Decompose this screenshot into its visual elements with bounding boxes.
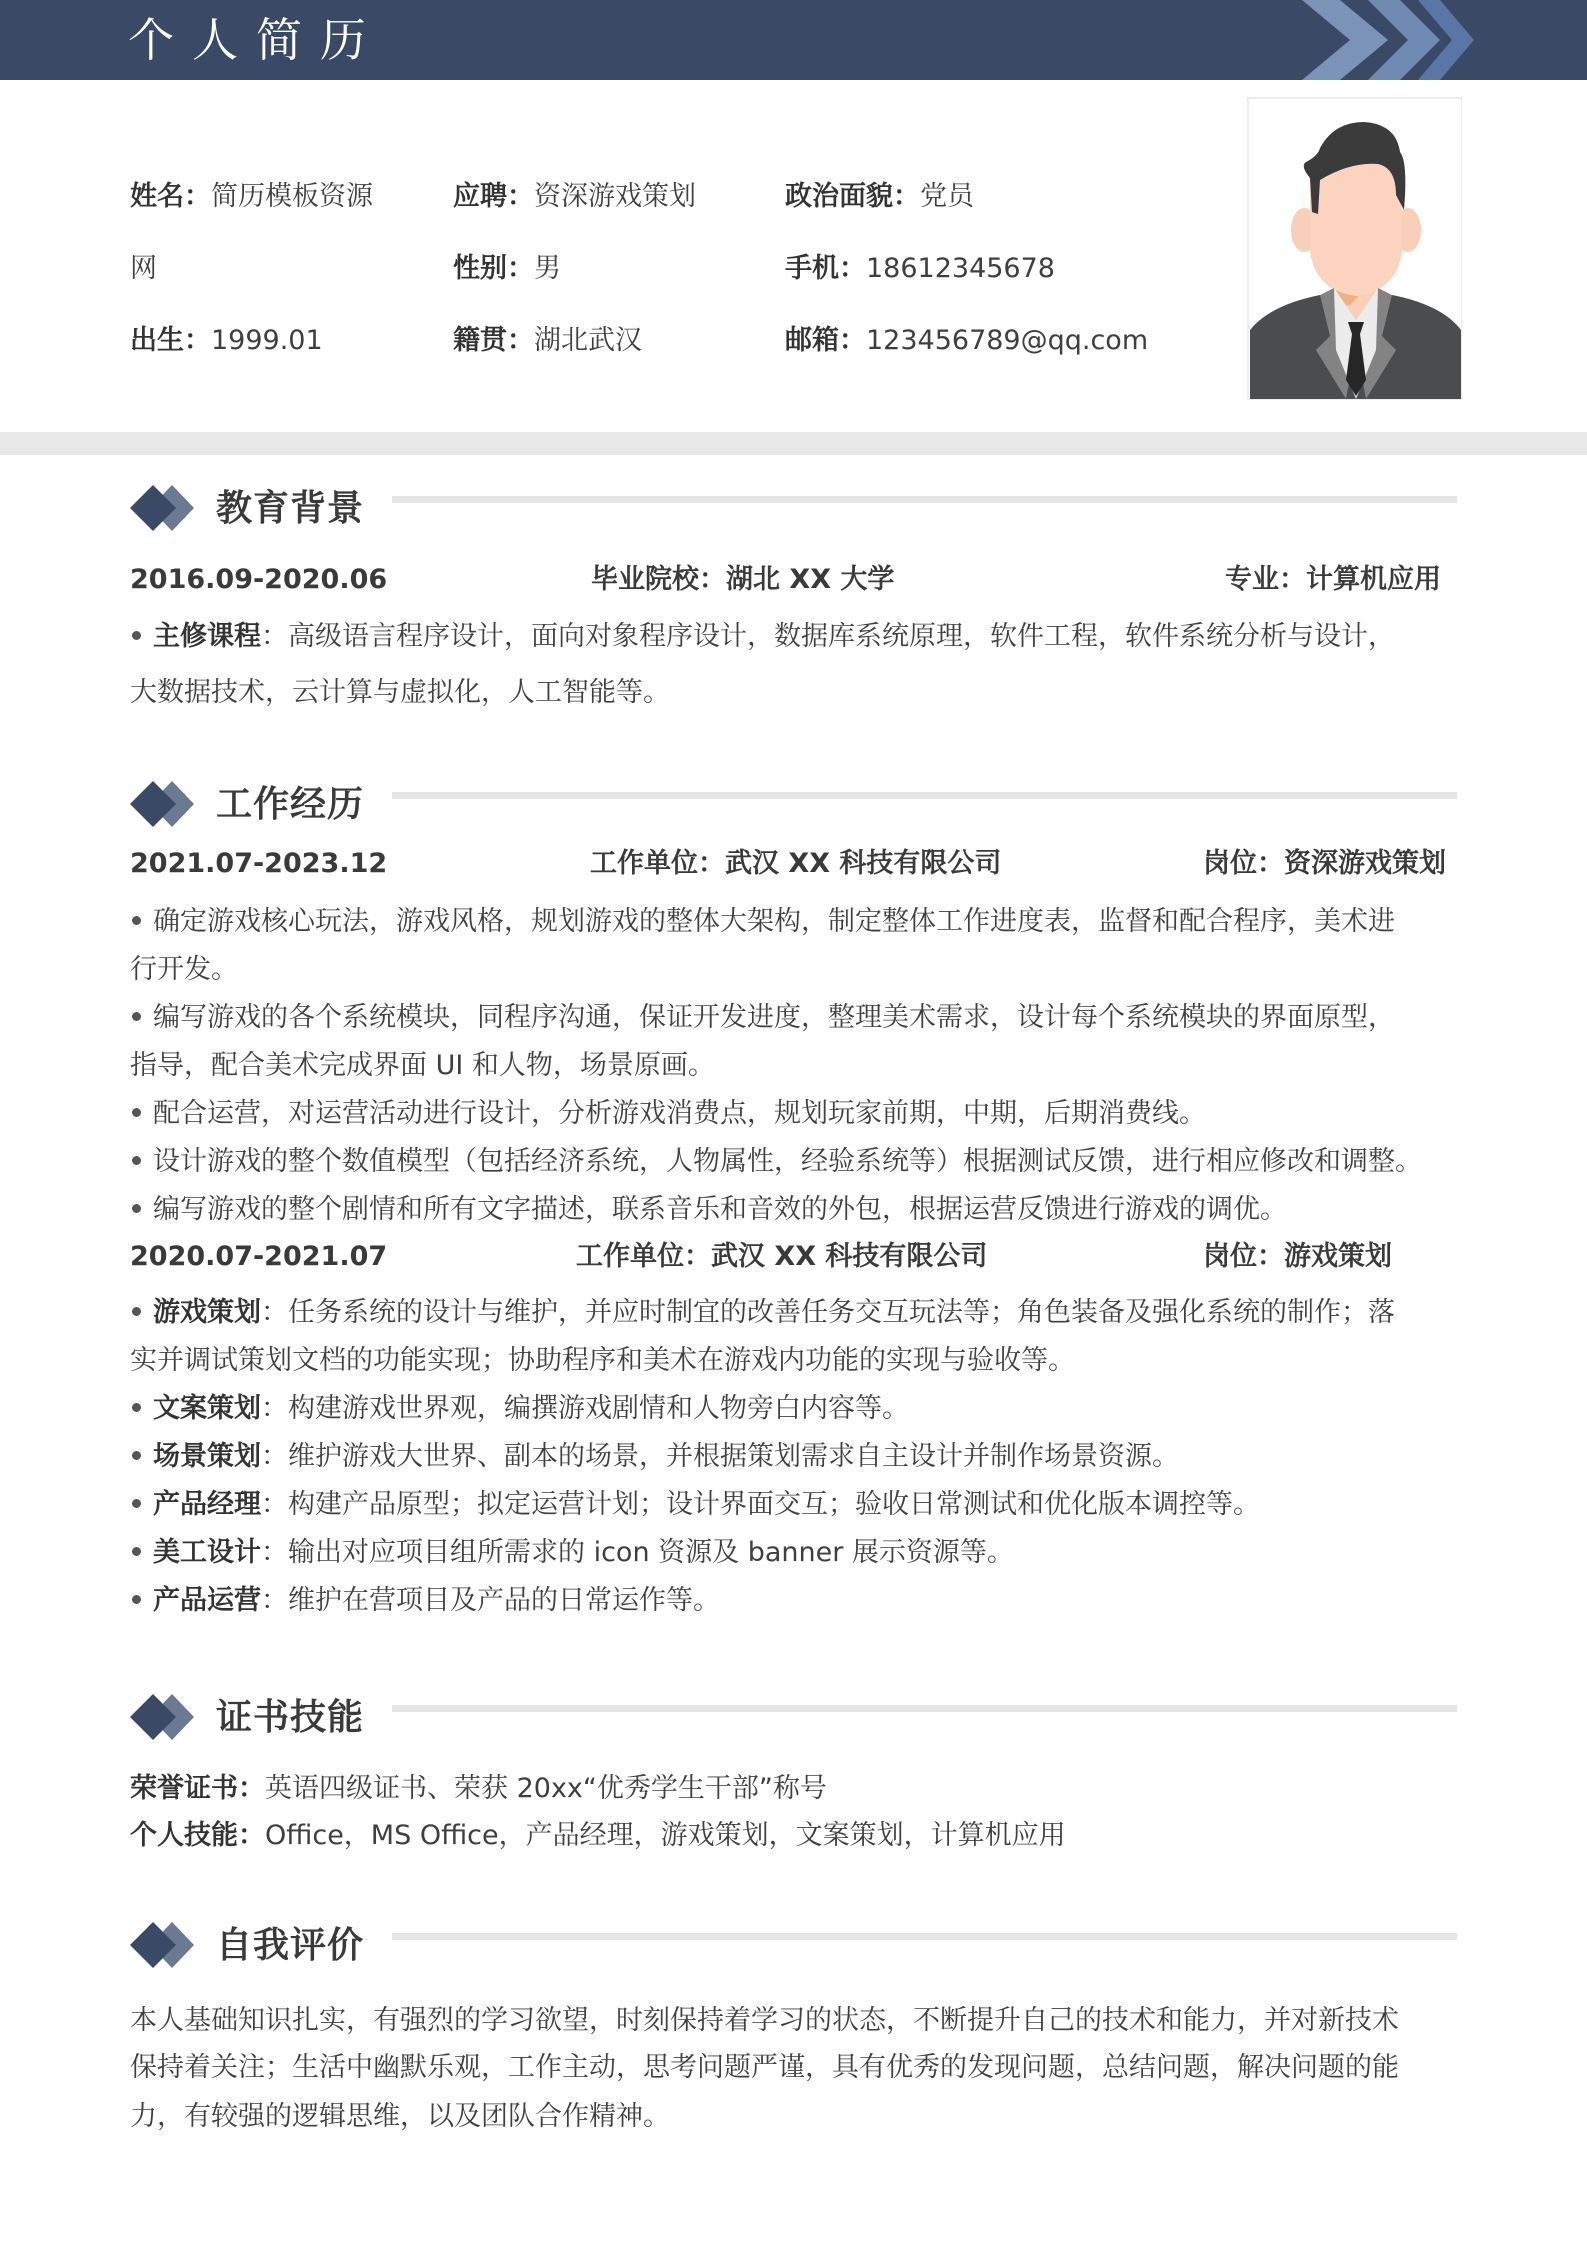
job-duty: 产品运营：维护在营项目及产品的日常运作等。 bbox=[130, 1583, 1460, 1619]
bullet-icon bbox=[132, 1595, 141, 1604]
email-label: 邮箱： bbox=[785, 325, 866, 356]
honor-value: 英语四级证书、荣获 20xx“优秀学生干部”称号 bbox=[265, 1773, 827, 1804]
phone-label: 手机： bbox=[785, 253, 866, 284]
job-bullet: 设计游戏的整个数值模型（包括经济系统，人物属性，经验系统等）根据测试反馈，进行相应修改和调整。 bbox=[130, 1144, 1460, 1180]
education-courses bbox=[130, 619, 1460, 655]
job-bullet: 确定游戏核心玩法，游戏风格，规划游戏的整体大架构，制定整体工作进度表，监督和配合程序，美术进 bbox=[130, 904, 1460, 940]
position-value: 资深游戏策划 bbox=[534, 181, 696, 212]
section-rule bbox=[392, 496, 1457, 503]
gender-label: 性别： bbox=[453, 253, 534, 284]
section-header-education bbox=[130, 481, 1457, 541]
job-duty: 游戏策划：任务系统的设计与维护，并应时制宜的改善任务交互玩法等；角色装备及强化系统的制作；落 bbox=[130, 1295, 1460, 1331]
section-header-work bbox=[130, 777, 1457, 837]
section-header-certificates bbox=[130, 1690, 1457, 1750]
job-bullet-cont: 行开发。 bbox=[130, 954, 238, 985]
name-value-wrap: 网 bbox=[130, 253, 157, 284]
profile-photo bbox=[1247, 97, 1462, 400]
skills-line bbox=[130, 1818, 1066, 1854]
info-name bbox=[130, 179, 373, 215]
origin-value: 湖北武汉 bbox=[534, 325, 642, 356]
job-duty: 场景策划：维护游戏大世界、副本的场景，并根据策划需求自主设计并制作场景资源。 bbox=[130, 1439, 1460, 1475]
bullet-icon bbox=[132, 1156, 141, 1165]
education-school: 毕业院校：湖北 XX 大学 bbox=[591, 564, 895, 595]
info-gender bbox=[453, 251, 561, 287]
birth-label: 出生： bbox=[130, 325, 211, 356]
political-value: 党员 bbox=[920, 181, 974, 212]
education-major: 专业：计算机应用 bbox=[1225, 564, 1441, 595]
skills-label: 个人技能： bbox=[130, 1820, 265, 1851]
page-title: 个人简历 bbox=[128, 13, 384, 67]
section-title: 工作经历 bbox=[216, 784, 365, 825]
section-header-self-evaluation bbox=[130, 1918, 1457, 1978]
bullet-icon bbox=[132, 631, 141, 640]
skills-value: Office，MS Office，产品经理，游戏策划，文案策划，计算机应用 bbox=[265, 1820, 1066, 1851]
courses-text: ：高级语言程序设计，面向对象程序设计，数据库系统原理，软件工程，软件系统分析与设计， bbox=[261, 621, 1395, 652]
self-eval-line: 力，有较强的逻辑思维，以及团队合作精神。 bbox=[130, 2101, 670, 2132]
job-role: 岗位：游戏策划 bbox=[1203, 1241, 1392, 1272]
email-value: 123456789@qq.com bbox=[866, 325, 1149, 356]
job-company: 工作单位：武汉 XX 科技有限公司 bbox=[576, 1241, 988, 1272]
position-label: 应聘： bbox=[453, 181, 534, 212]
section-title: 自我评价 bbox=[216, 1925, 365, 1966]
header-bar bbox=[0, 0, 1587, 80]
name-value: 简历模板资源 bbox=[211, 181, 373, 212]
info-phone bbox=[785, 251, 1055, 287]
job-duty: 美工设计：输出对应项目组所需求的 icon 资源及 banner 展示资源等。 bbox=[130, 1535, 1460, 1571]
job-company: 工作单位：武汉 XX 科技有限公司 bbox=[590, 848, 1002, 879]
self-eval-line: 保持着关注；生活中幽默乐观，工作主动，思考问题严谨，具有优秀的发现问题，总结问题，解决问题的能 bbox=[130, 2052, 1399, 2083]
honor-line bbox=[130, 1771, 827, 1807]
bullet-icon bbox=[132, 1204, 141, 1213]
bullet-icon bbox=[132, 1012, 141, 1021]
section-title: 证书技能 bbox=[216, 1697, 365, 1738]
avatar-icon bbox=[1250, 100, 1461, 399]
gender-value: 男 bbox=[534, 253, 561, 284]
info-origin bbox=[453, 323, 642, 359]
birth-value: 1999.01 bbox=[211, 325, 323, 356]
bullet-icon bbox=[132, 1547, 141, 1556]
section-title: 教育背景 bbox=[216, 488, 365, 529]
job-duty-cont: 实并调试策划文档的功能实现；协助程序和美术在游戏内功能的实现与验收等。 bbox=[130, 1345, 1075, 1376]
bullet-icon bbox=[132, 1307, 141, 1316]
courses-label: 主修课程 bbox=[153, 621, 261, 652]
self-eval-line: 本人基础知识扎实，有强烈的学习欲望，时刻保持着学习的状态，不断提升自己的技术和能力，并对新技术 bbox=[130, 2005, 1399, 2036]
diamond-icon bbox=[130, 1922, 194, 1968]
job-period: 2021.07-2023.12 bbox=[130, 848, 388, 879]
honor-label: 荣誉证书： bbox=[130, 1773, 265, 1804]
job-bullet: 配合运营，对运营活动进行设计，分析游戏消费点，规划玩家前期，中期，后期消费线。 bbox=[130, 1096, 1460, 1132]
job-period: 2020.07-2021.07 bbox=[130, 1241, 388, 1272]
job-duty: 文案策划：构建游戏世界观，编撰游戏剧情和人物旁白内容等。 bbox=[130, 1391, 1460, 1427]
diamond-icon bbox=[130, 1694, 194, 1740]
origin-label: 籍贯： bbox=[453, 325, 534, 356]
chevron-decoration-icon bbox=[1290, 0, 1490, 80]
diamond-icon bbox=[130, 485, 194, 531]
info-email bbox=[785, 323, 1148, 359]
name-label: 姓名： bbox=[130, 181, 211, 212]
bullet-icon bbox=[132, 1108, 141, 1117]
bullet-icon bbox=[132, 1451, 141, 1460]
info-political bbox=[785, 179, 974, 215]
bullet-icon bbox=[132, 916, 141, 925]
bullet-icon bbox=[132, 1403, 141, 1412]
section-rule bbox=[392, 1933, 1457, 1940]
info-name-wrap bbox=[130, 251, 157, 287]
job-duty: 产品经理：构建产品原型；拟定运营计划；设计界面交互；验收日常测试和优化版本调控等。 bbox=[130, 1487, 1460, 1523]
diamond-icon bbox=[130, 781, 194, 827]
info-position bbox=[453, 179, 696, 215]
job-role: 岗位：资深游戏策划 bbox=[1203, 848, 1446, 879]
bullet-icon bbox=[132, 1499, 141, 1508]
education-courses-cont: 大数据技术，云计算与虚拟化，人工智能等。 bbox=[130, 677, 670, 708]
job-bullet: 编写游戏的整个剧情和所有文字描述，联系音乐和音效的外包，根据运营反馈进行游戏的调优。 bbox=[130, 1192, 1460, 1228]
job-bullet: 编写游戏的各个系统模块，同程序沟通，保证开发进度，整理美术需求，设计每个系统模块的界面原型， bbox=[130, 1000, 1460, 1036]
job-bullet-cont: 指导，配合美术完成界面 UI 和人物，场景原画。 bbox=[130, 1050, 715, 1081]
info-birth bbox=[130, 323, 323, 359]
education-period: 2016.09-2020.06 bbox=[130, 564, 388, 595]
section-divider-band bbox=[0, 432, 1587, 455]
section-rule bbox=[392, 792, 1457, 799]
political-label: 政治面貌： bbox=[785, 181, 920, 212]
phone-value: 18612345678 bbox=[866, 253, 1055, 284]
section-rule bbox=[392, 1705, 1457, 1712]
